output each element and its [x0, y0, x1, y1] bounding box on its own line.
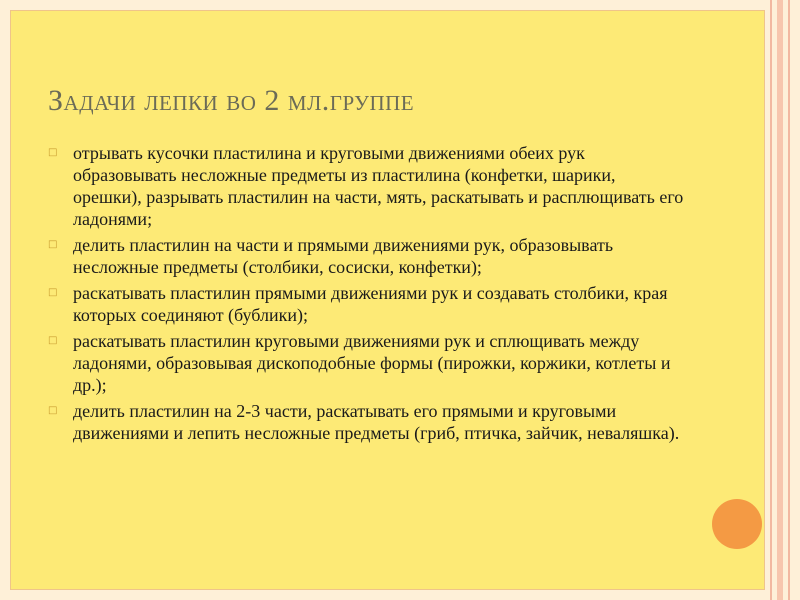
decorative-stripe — [770, 0, 772, 600]
task-list — [48, 142, 688, 448]
square-outline-icon: □ — [48, 147, 58, 158]
square-outline-icon: □ — [48, 239, 58, 250]
list-item — [48, 400, 688, 444]
square-outline-icon: □ — [48, 287, 58, 298]
decorative-stripe — [788, 0, 790, 600]
list-item-text: раскатывать пластилин круговыми движениями рук и сплющивать между ладонями, образовывая дископодобные формы (пирожки, коржики, котлеты и др.); — [73, 331, 671, 395]
slide-title: Задачи лепки во 2 мл.группе — [48, 84, 415, 117]
list-item — [48, 234, 688, 278]
square-outline-icon: □ — [48, 335, 58, 346]
list-item — [48, 142, 688, 230]
list-item — [48, 330, 688, 396]
decorative-circle — [712, 499, 762, 549]
list-item — [48, 282, 688, 326]
list-item-text: делить пластилин на 2-3 части, раскатывать его прямыми и круговыми движениями и лепить несложные предметы (гриб, птичка, зайчик, неваляшка). — [73, 401, 680, 443]
square-outline-icon: □ — [48, 405, 58, 416]
list-item-text: делить пластилин на части и прямыми движениями рук, образовывать несложные предметы (столбики, сосиски, конфетки); — [73, 235, 614, 277]
decorative-stripe — [777, 0, 783, 600]
list-item-text: отрывать кусочки пластилина и круговыми движениями обеих рук образовывать несложные предметы из пластилина (конфетки, шарики, орешки), разрывать пластилин на части, мять, раскатывать и расплющивать его ладонями; — [73, 143, 684, 229]
list-item-text: раскатывать пластилин прямыми движениями рук и создавать столбики, края которых соединяют (бублики); — [73, 283, 668, 325]
